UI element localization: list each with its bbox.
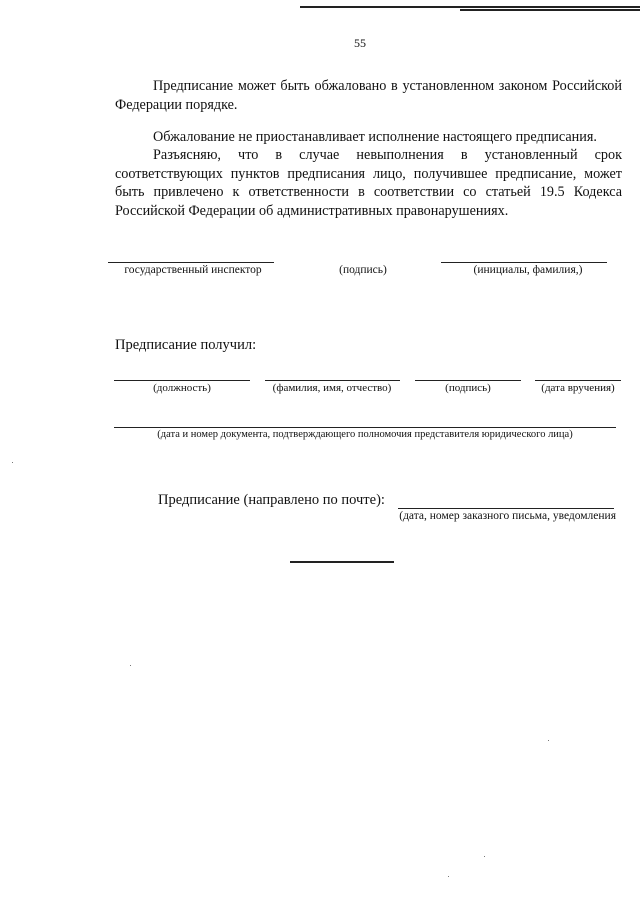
inspector-name-line: [441, 262, 607, 263]
top-edge-rule-thick: [460, 9, 640, 11]
scan-speck: [484, 856, 485, 857]
delivery-date-line: [535, 380, 621, 381]
suspension-paragraph: Обжалование не приостанавливает исполнение настоящего предписания.: [153, 129, 597, 145]
recipient-fullname-caption: (фамилия, имя, отчество): [272, 382, 392, 394]
inspector-name-caption: (инициалы, фамилия,): [473, 264, 583, 276]
mail-heading: Предписание (направлено по почте):: [158, 492, 385, 508]
top-edge-rule: [300, 6, 640, 8]
authority-document-caption: (дата и номер документа, подтверждающего полномочия представителя юридического лица): [157, 429, 573, 440]
appeal-paragraph: Предписание может быть обжаловано в установленном законом Российской Федерации порядке.: [115, 78, 622, 113]
inspector-position-line: [108, 262, 274, 263]
received-heading: Предписание получил:: [115, 337, 257, 353]
recipient-position-caption: (должность): [153, 382, 211, 394]
delivery-date-caption: (дата вручения): [541, 382, 615, 394]
scan-speck: [548, 740, 549, 741]
scan-speck: [448, 876, 449, 877]
scan-speck: [130, 665, 131, 666]
page-number: 55: [354, 36, 366, 50]
scan-speck: [12, 462, 13, 463]
authority-document-line: [114, 427, 616, 428]
closing-rule: [290, 561, 394, 563]
liability-paragraph: Разъясняю, что в случае невыполнения в установленный срок соответствующих пунктов предписания лицо, получившее предписание, может быть привлечено к ответственности в соответствии со статьей 19.5 Кодекса Российской Федерации об административных правонарушениях.: [115, 147, 622, 219]
recipient-signature-caption: (подпись): [445, 382, 491, 394]
mail-details-line: [398, 508, 614, 509]
recipient-signature-line: [415, 380, 521, 381]
mail-details-caption: (дата, номер заказного письма, уведомления: [399, 510, 616, 522]
recipient-position-line: [114, 380, 250, 381]
inspector-signature-caption: (подпись): [339, 264, 387, 276]
inspector-position-caption: государственный инспектор: [124, 264, 262, 276]
recipient-fullname-line: [265, 380, 400, 381]
